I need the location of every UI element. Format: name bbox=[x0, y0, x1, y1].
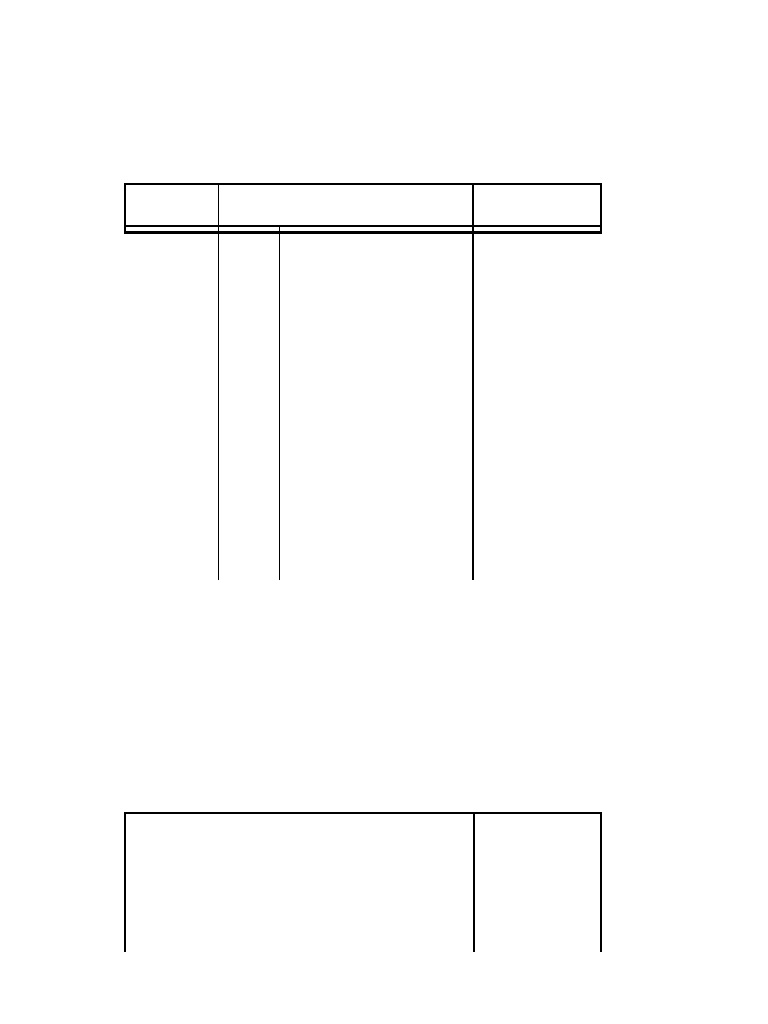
header-no bbox=[126, 185, 218, 225]
items-table bbox=[124, 183, 602, 234]
notes-divider bbox=[473, 814, 475, 952]
col-divider-no bbox=[218, 185, 219, 580]
col-divider-inner bbox=[279, 227, 280, 580]
header-amount bbox=[474, 185, 600, 225]
col-divider-amount bbox=[472, 185, 474, 580]
header-gap bbox=[126, 227, 600, 232]
table-header bbox=[126, 185, 600, 227]
notes-box bbox=[124, 812, 602, 952]
header-item bbox=[219, 185, 472, 225]
